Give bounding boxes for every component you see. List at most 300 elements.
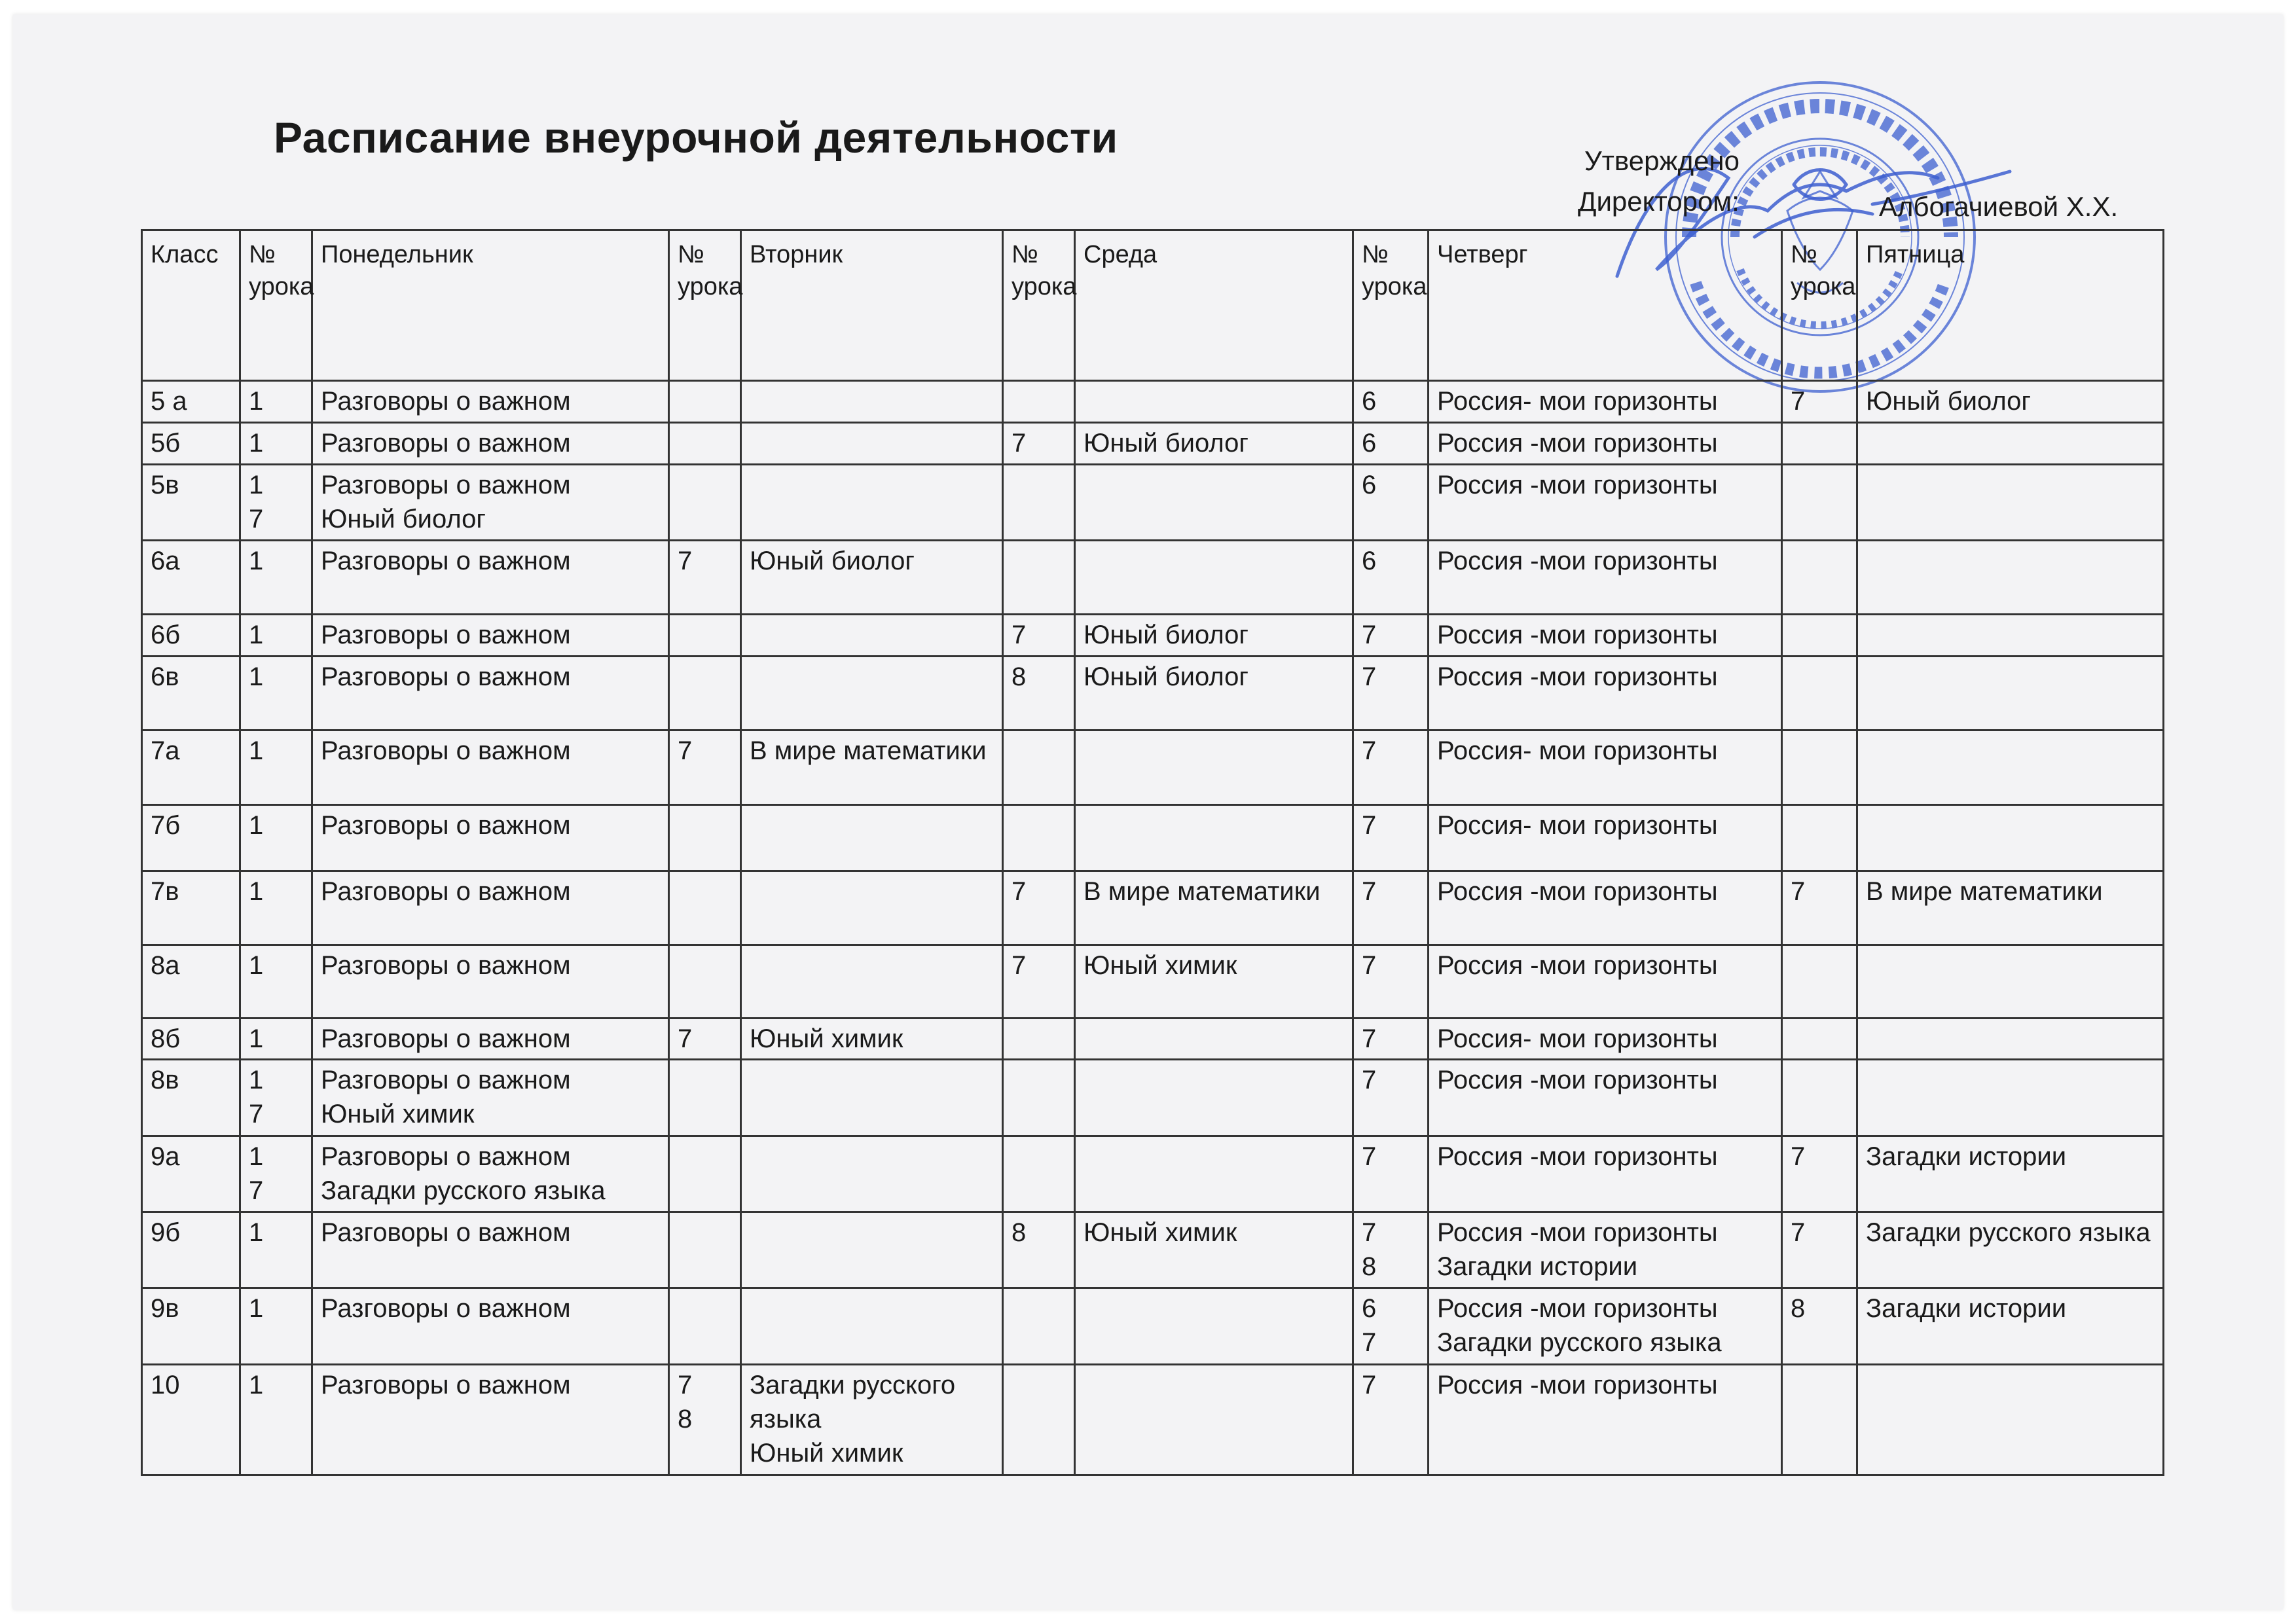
friday-cell (1857, 1212, 2164, 1288)
schedule-body (142, 381, 2164, 1475)
lesson-number: 1 (249, 1218, 264, 1248)
lesson-no-cell (1782, 731, 1857, 804)
activity-name: Разговоры о важном (321, 810, 571, 840)
lesson-number: 1 (249, 1066, 264, 1095)
monday-cell (312, 422, 669, 464)
lesson-no-cell (1353, 615, 1429, 657)
activity-name: Россия -мои горизонты (1437, 951, 1718, 981)
lesson-no-cell (669, 540, 741, 614)
tuesday-cell (741, 1364, 1003, 1475)
lesson-no-cell (669, 731, 741, 804)
lesson-number: 7 (1791, 1218, 1806, 1248)
monday-cell (312, 945, 669, 1018)
lesson-number: 7 (678, 736, 693, 766)
lesson-number: 6 (1362, 1294, 1377, 1324)
tuesday-cell (741, 871, 1003, 945)
thursday-cell (1429, 540, 1782, 614)
lesson-number: 1 (249, 1024, 264, 1053)
monday-cell (312, 1288, 669, 1364)
lesson-no-cell (240, 656, 312, 730)
header-lesson-no: № урока (669, 230, 741, 381)
activity-name: Разговоры о важном (321, 546, 571, 575)
class-cell: 10 (142, 1364, 240, 1475)
tuesday-cell (741, 1060, 1003, 1136)
activity-name: Юный биолог (1866, 387, 2031, 416)
lesson-no-cell (1353, 804, 1429, 871)
lesson-no-cell (1003, 656, 1075, 730)
friday-cell (1857, 656, 2164, 730)
lesson-no-cell (1353, 731, 1429, 804)
lesson-no-cell (1003, 1060, 1075, 1136)
thursday-cell (1429, 381, 1782, 423)
lesson-number: 6 (1362, 428, 1377, 458)
activity-name: Разговоры о важном (321, 951, 571, 981)
activity-name: Загадки истории (1866, 1142, 2067, 1171)
wednesday-cell (1075, 871, 1353, 945)
thursday-cell (1429, 945, 1782, 1018)
activity-name: Россия -мои горизонты (1437, 1066, 1718, 1095)
lesson-no-cell (240, 804, 312, 871)
lesson-number: 7 (1011, 621, 1027, 650)
director-label: Директором: (1578, 186, 1740, 217)
lesson-number: 8 (1791, 1294, 1806, 1324)
lesson-number: 7 (678, 1370, 693, 1399)
friday-cell (1857, 464, 2164, 540)
monday-cell (312, 1136, 669, 1212)
activity-name: Россия -мои горизонты (1437, 1370, 1718, 1399)
lesson-number: 1 (249, 876, 264, 906)
activity-name: Разговоры о важном (321, 736, 571, 766)
lesson-number: 8 (678, 1404, 693, 1434)
lesson-no-cell (1003, 381, 1075, 423)
lesson-no-cell (1782, 1364, 1857, 1475)
activity-name: Разговоры о важном (321, 876, 571, 906)
table-row (142, 1060, 2164, 1136)
header-thursday: Четверг (1429, 230, 1782, 381)
table-row (142, 945, 2164, 1018)
header-tuesday: Вторник (741, 230, 1003, 381)
friday-cell (1857, 1288, 2164, 1364)
lesson-no-cell (1782, 804, 1857, 871)
friday-cell (1857, 422, 2164, 464)
lesson-number: 1 (249, 951, 264, 981)
lesson-no-cell (1353, 1364, 1429, 1475)
monday-cell (312, 464, 669, 540)
thursday-cell (1429, 422, 1782, 464)
wednesday-cell (1075, 1364, 1353, 1475)
lesson-number: 1 (249, 1142, 264, 1171)
activity-name: Россия- мои горизонты (1437, 387, 1718, 416)
monday-cell (312, 1018, 669, 1060)
lesson-no-cell (1353, 381, 1429, 423)
lesson-no-cell (1353, 540, 1429, 614)
monday-cell (312, 615, 669, 657)
class-cell: 7в (142, 871, 240, 945)
class-cell: 5 а (142, 381, 240, 423)
tuesday-cell (741, 656, 1003, 730)
activity-name: Юный химик (750, 1438, 903, 1468)
activity-name: Разговоры о важном (321, 428, 571, 458)
lesson-no-cell (669, 945, 741, 1018)
lesson-no-cell (669, 1212, 741, 1288)
monday-cell (312, 381, 669, 423)
lesson-no-cell (1782, 540, 1857, 614)
lesson-no-cell (1353, 656, 1429, 730)
lesson-number: 7 (678, 1024, 693, 1053)
lesson-no-cell (1003, 731, 1075, 804)
lesson-no-cell (240, 1364, 312, 1475)
lesson-no-cell (1782, 1018, 1857, 1060)
lesson-no-cell (669, 1018, 741, 1060)
activity-name: Юный биолог (750, 546, 915, 575)
header-row (142, 230, 2164, 381)
wednesday-cell (1075, 731, 1353, 804)
lesson-number: 7 (1791, 387, 1806, 416)
lesson-number: 8 (1362, 1252, 1377, 1282)
wednesday-cell (1075, 464, 1353, 540)
activity-name: В мире математики (750, 736, 987, 766)
activity-name: Россия -мои горизонты (1437, 876, 1718, 906)
lesson-number: 6 (1362, 546, 1377, 575)
header-lesson-no: № урока (240, 230, 312, 381)
activity-name: Юный химик (321, 1100, 475, 1129)
activity-name: Юный биолог (1084, 428, 1248, 458)
lesson-no-cell (1782, 615, 1857, 657)
activity-name: Россия -мои горизонты (1437, 621, 1718, 650)
class-cell: 9а (142, 1136, 240, 1212)
tuesday-cell (741, 804, 1003, 871)
table-row (142, 1018, 2164, 1060)
monday-cell (312, 731, 669, 804)
lesson-number: 1 (249, 810, 264, 840)
activity-name: Россия -мои горизонты (1437, 662, 1718, 691)
friday-cell (1857, 1136, 2164, 1212)
lesson-no-cell (1782, 1136, 1857, 1212)
lesson-no-cell (240, 1018, 312, 1060)
friday-cell (1857, 615, 2164, 657)
thursday-cell (1429, 1018, 1782, 1060)
lesson-no-cell (240, 1212, 312, 1288)
activity-name: Россия -мои горизонты (1437, 1218, 1718, 1248)
thursday-cell (1429, 1364, 1782, 1475)
tuesday-cell (741, 1288, 1003, 1364)
wednesday-cell (1075, 1018, 1353, 1060)
class-cell: 6а (142, 540, 240, 614)
lesson-no-cell (1353, 1136, 1429, 1212)
lesson-no-cell (1782, 381, 1857, 423)
lesson-no-cell (1353, 1288, 1429, 1364)
friday-cell (1857, 1364, 2164, 1475)
lesson-no-cell (1353, 1060, 1429, 1136)
class-cell: 9в (142, 1288, 240, 1364)
activity-name: Юный биолог (1084, 621, 1248, 650)
class-cell: 7б (142, 804, 240, 871)
activity-name: Разговоры о важном (321, 621, 571, 650)
lesson-no-cell (1003, 1364, 1075, 1475)
friday-cell (1857, 540, 2164, 614)
monday-cell (312, 1364, 669, 1475)
header-class: Класс (142, 230, 240, 381)
lesson-no-cell (669, 422, 741, 464)
activity-name: Россия- мои горизонты (1437, 1024, 1718, 1053)
lesson-number: 7 (249, 504, 264, 533)
friday-cell (1857, 945, 2164, 1018)
activity-name: Юный биолог (1084, 662, 1248, 691)
lesson-no-cell (669, 1136, 741, 1212)
wednesday-cell (1075, 381, 1353, 423)
monday-cell (312, 804, 669, 871)
thursday-cell (1429, 1288, 1782, 1364)
lesson-number: 1 (249, 621, 264, 650)
activity-name: Разговоры о важном (321, 387, 571, 416)
class-cell: 9б (142, 1212, 240, 1288)
lesson-number: 7 (1011, 876, 1027, 906)
activity-name: Юный химик (750, 1024, 903, 1053)
friday-cell (1857, 871, 2164, 945)
lesson-number: 7 (1362, 1218, 1377, 1248)
tuesday-cell (741, 422, 1003, 464)
activity-name: Загадки истории (1437, 1252, 1638, 1282)
friday-cell (1857, 731, 2164, 804)
lesson-number: 7 (1362, 1328, 1377, 1358)
monday-cell (312, 540, 669, 614)
wednesday-cell (1075, 615, 1353, 657)
lesson-no-cell (1353, 1212, 1429, 1288)
table-row (142, 804, 2164, 871)
activity-name: Загадки русского языка (321, 1176, 606, 1205)
thursday-cell (1429, 1060, 1782, 1136)
header-monday: Понедельник (312, 230, 669, 381)
lesson-number: 7 (1362, 1066, 1377, 1095)
lesson-no-cell (669, 871, 741, 945)
lesson-number: 7 (1362, 1142, 1377, 1171)
activity-name: Россия -мои горизонты (1437, 1142, 1718, 1171)
monday-cell (312, 871, 669, 945)
table-row (142, 1364, 2164, 1475)
lesson-number: 1 (249, 736, 264, 766)
wednesday-cell (1075, 540, 1353, 614)
lesson-number: 1 (249, 387, 264, 416)
lesson-number: 1 (249, 546, 264, 575)
activity-name: Россия- мои горизонты (1437, 810, 1718, 840)
lesson-no-cell (1003, 464, 1075, 540)
lesson-no-cell (1782, 422, 1857, 464)
activity-name: Разговоры о важном (321, 1066, 571, 1095)
lesson-no-cell (1003, 1136, 1075, 1212)
wednesday-cell (1075, 1288, 1353, 1364)
table-row (142, 656, 2164, 730)
lesson-no-cell (1003, 945, 1075, 1018)
page-title: Расписание внеурочной деятельности (274, 113, 1118, 162)
lesson-number: 8 (1011, 662, 1027, 691)
lesson-no-cell (240, 422, 312, 464)
friday-cell (1857, 1018, 2164, 1060)
friday-cell (1857, 381, 2164, 423)
table-row (142, 540, 2164, 614)
header-wednesday: Среда (1075, 230, 1353, 381)
class-cell: 6в (142, 656, 240, 730)
table-row (142, 422, 2164, 464)
table-row (142, 1136, 2164, 1212)
activity-name: В мире математики (1866, 876, 2103, 906)
table-row (142, 1212, 2164, 1288)
class-cell: 5б (142, 422, 240, 464)
director-name: Албогачиевой Х.Х. (1879, 191, 2119, 222)
activity-name: Разговоры о важном (321, 1142, 571, 1171)
table-row (142, 731, 2164, 804)
tuesday-cell (741, 1212, 1003, 1288)
lesson-no-cell (1003, 1018, 1075, 1060)
wednesday-cell (1075, 945, 1353, 1018)
lesson-no-cell (1782, 945, 1857, 1018)
table-row (142, 464, 2164, 540)
lesson-number: 8 (1011, 1218, 1027, 1248)
lesson-no-cell (1003, 1288, 1075, 1364)
lesson-no-cell (1782, 656, 1857, 730)
lesson-number: 7 (1362, 662, 1377, 691)
lesson-no-cell (240, 945, 312, 1018)
activity-name: Россия -мои горизонты (1437, 470, 1718, 499)
lesson-no-cell (240, 1288, 312, 1364)
table-row (142, 1288, 2164, 1364)
wednesday-cell (1075, 1060, 1353, 1136)
lesson-no-cell (1782, 1212, 1857, 1288)
activity-name: Разговоры о важном (321, 1294, 571, 1324)
approval-label: Утверждено (1584, 145, 1740, 176)
activity-name: Россия- мои горизонты (1437, 736, 1718, 766)
activity-name: Юный химик (1084, 951, 1237, 981)
header-lesson-no: № урока (1353, 230, 1429, 381)
thursday-cell (1429, 464, 1782, 540)
activity-name: Загадки истории (1866, 1294, 2067, 1324)
tuesday-cell (741, 464, 1003, 540)
thursday-cell (1429, 1136, 1782, 1212)
wednesday-cell (1075, 422, 1353, 464)
thursday-cell (1429, 804, 1782, 871)
table-row (142, 381, 2164, 423)
lesson-number: 6 (1362, 387, 1377, 416)
lesson-no-cell (669, 804, 741, 871)
wednesday-cell (1075, 656, 1353, 730)
lesson-no-cell (1353, 945, 1429, 1018)
lesson-no-cell (1003, 871, 1075, 945)
class-cell: 8а (142, 945, 240, 1018)
tuesday-cell (741, 381, 1003, 423)
lesson-number: 7 (249, 1176, 264, 1205)
class-cell: 8б (142, 1018, 240, 1060)
lesson-no-cell (240, 1136, 312, 1212)
class-cell: 7а (142, 731, 240, 804)
lesson-no-cell (669, 656, 741, 730)
lesson-no-cell (1353, 464, 1429, 540)
activity-name: Разговоры о важном (321, 1370, 571, 1399)
activity-name: Загадки русского языка (750, 1370, 956, 1434)
friday-cell (1857, 804, 2164, 871)
tuesday-cell (741, 945, 1003, 1018)
thursday-cell (1429, 871, 1782, 945)
lesson-number: 1 (249, 428, 264, 458)
activity-name: Разговоры о важном (321, 1218, 571, 1248)
lesson-no-cell (669, 381, 741, 423)
lesson-no-cell (240, 731, 312, 804)
header-friday: Пятница (1857, 230, 2164, 381)
class-cell: 5в (142, 464, 240, 540)
tuesday-cell (741, 731, 1003, 804)
lesson-no-cell (1003, 804, 1075, 871)
lesson-no-cell (1003, 540, 1075, 614)
activity-name: Загадки русского языка (1437, 1328, 1722, 1358)
thursday-cell (1429, 731, 1782, 804)
lesson-no-cell (669, 1288, 741, 1364)
lesson-no-cell (1003, 615, 1075, 657)
lesson-no-cell (1003, 1212, 1075, 1288)
lesson-no-cell (1353, 422, 1429, 464)
activity-name: Россия -мои горизонты (1437, 546, 1718, 575)
thursday-cell (1429, 1212, 1782, 1288)
lesson-number: 6 (1362, 470, 1377, 499)
lesson-number: 7 (1362, 810, 1377, 840)
lesson-no-cell (1003, 422, 1075, 464)
tuesday-cell (741, 540, 1003, 614)
lesson-number: 1 (249, 1370, 264, 1399)
lesson-no-cell (1782, 464, 1857, 540)
lesson-number: 7 (1362, 621, 1377, 650)
lesson-no-cell (1782, 1288, 1857, 1364)
activity-name: Разговоры о важном (321, 1024, 571, 1053)
lesson-number: 1 (249, 662, 264, 691)
monday-cell (312, 656, 669, 730)
lesson-no-cell (240, 464, 312, 540)
schedule-table (141, 229, 2164, 1476)
lesson-number: 7 (1791, 876, 1806, 906)
lesson-number: 7 (1011, 428, 1027, 458)
lesson-number: 7 (1362, 736, 1377, 766)
lesson-no-cell (240, 871, 312, 945)
lesson-number: 7 (1791, 1142, 1806, 1171)
lesson-number: 7 (1011, 951, 1027, 981)
activity-name: Юный химик (1084, 1218, 1237, 1248)
lesson-no-cell (1782, 1060, 1857, 1136)
table-row (142, 615, 2164, 657)
lesson-no-cell (1782, 871, 1857, 945)
class-cell: 8в (142, 1060, 240, 1136)
class-cell: 6б (142, 615, 240, 657)
lesson-no-cell (669, 1060, 741, 1136)
activity-name: Разговоры о важном (321, 662, 571, 691)
wednesday-cell (1075, 1212, 1353, 1288)
activity-name: Юный биолог (321, 504, 486, 533)
activity-name: Загадки русского языка (1866, 1218, 2151, 1248)
lesson-no-cell (669, 464, 741, 540)
lesson-no-cell (1353, 1018, 1429, 1060)
lesson-no-cell (240, 615, 312, 657)
lesson-number: 7 (1362, 951, 1377, 981)
monday-cell (312, 1060, 669, 1136)
tuesday-cell (741, 1018, 1003, 1060)
lesson-number: 7 (678, 546, 693, 575)
friday-cell (1857, 1060, 2164, 1136)
lesson-no-cell (669, 615, 741, 657)
lesson-number: 7 (1362, 876, 1377, 906)
lesson-number: 7 (1362, 1370, 1377, 1399)
lesson-number: 1 (249, 1294, 264, 1324)
activity-name: Россия -мои горизонты (1437, 428, 1718, 458)
lesson-no-cell (240, 540, 312, 614)
lesson-no-cell (240, 1060, 312, 1136)
lesson-number: 1 (249, 470, 264, 499)
header-lesson-no: № урока (1003, 230, 1075, 381)
tuesday-cell (741, 615, 1003, 657)
